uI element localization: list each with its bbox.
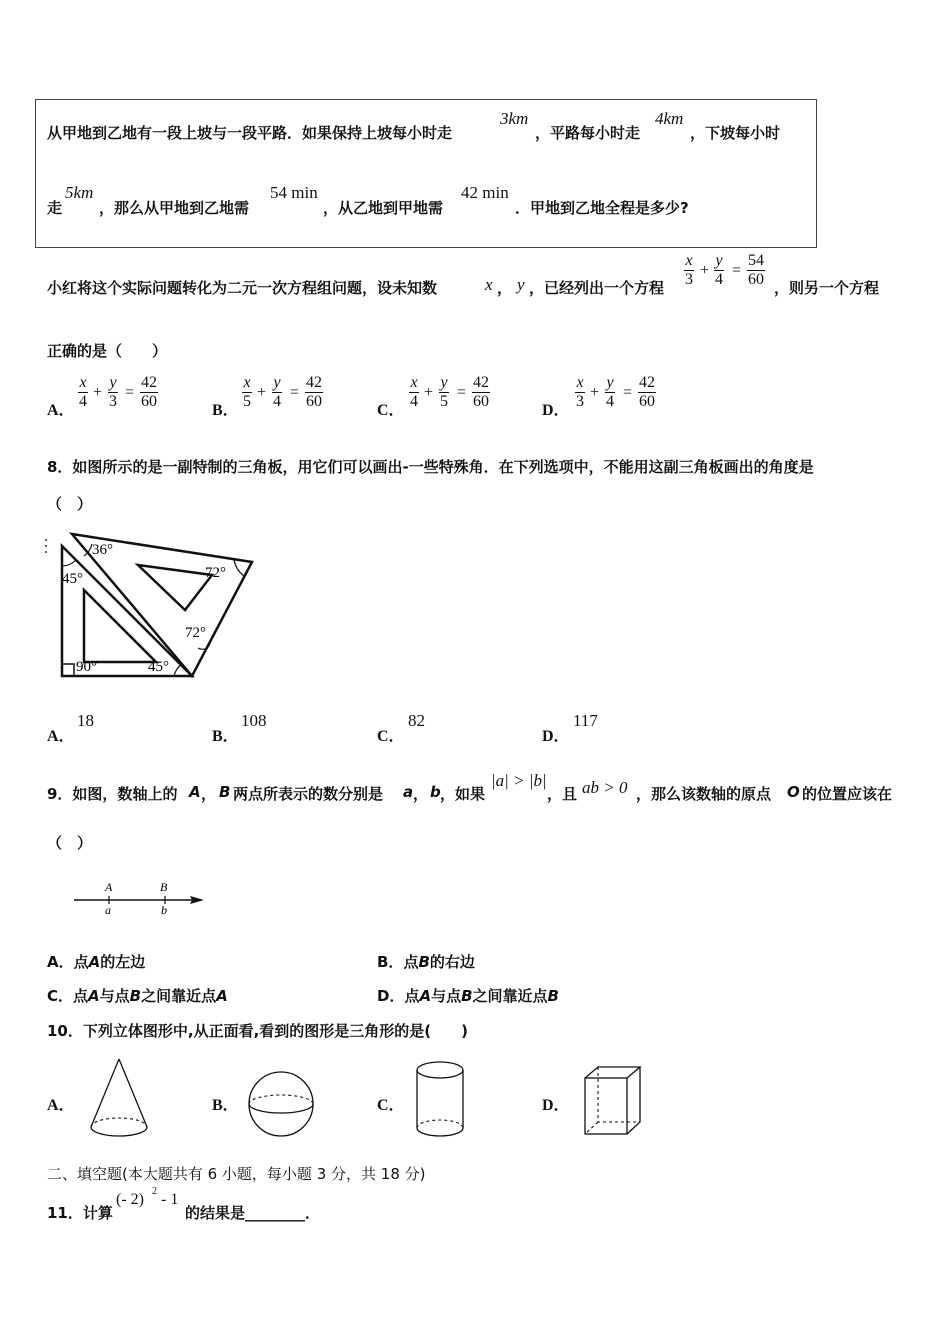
option-point: A [88, 953, 101, 971]
option-label: B． [377, 953, 404, 971]
denominator: 3 [576, 393, 584, 410]
text: 从甲地到乙地有一段上坡与一段平路．如果保持上坡每小时走 [47, 124, 453, 142]
denominator: 5 [440, 393, 448, 410]
q9-line1-part1: 9．如图，数轴上的 [47, 785, 178, 803]
numerator: x [576, 374, 584, 391]
option-text: 的左边 [100, 953, 146, 971]
q8-line2: （ ） [47, 495, 93, 513]
given-eq-frac2 [714, 252, 724, 289]
plus-sign: + [257, 384, 267, 401]
time-ab: 54 min [270, 183, 318, 202]
option-label: A． [47, 728, 75, 745]
option-label: C． [377, 1097, 405, 1114]
frac [409, 374, 419, 411]
plus-sign: + [93, 384, 103, 401]
denominator: 4 [606, 393, 614, 410]
option-label: D． [542, 402, 570, 419]
numerator: x [79, 374, 87, 391]
box-line1-part3: ，下坡每小时 [690, 124, 781, 142]
option-point: A [88, 987, 100, 1005]
plus-sign: + [424, 384, 434, 401]
q9-option-a[interactable] [47, 951, 145, 972]
frac [108, 374, 118, 411]
option-text: 之间靠近点 [472, 987, 548, 1005]
right-angle-mark [62, 664, 74, 676]
sphere-shape [245, 1068, 320, 1143]
numerator: y [440, 374, 448, 391]
denominator: 3 [109, 393, 117, 410]
option-label: B． [212, 402, 239, 419]
box-line2-part3: ，从乙地到甲地需 [323, 199, 444, 217]
q9-option-d[interactable] [377, 985, 559, 1006]
speed-downhill: 5km [65, 183, 94, 202]
denominator: 60 [306, 393, 322, 410]
denominator: 60 [639, 393, 655, 410]
frac [78, 374, 88, 411]
angle-label-90: 90° [76, 659, 97, 675]
equals-sign: = [623, 384, 633, 401]
speed-flat: 4km [655, 109, 684, 128]
denominator: 60 [473, 393, 489, 410]
q9-comma: ， [201, 785, 217, 803]
given-eq-frac3 [747, 252, 765, 289]
cone-shape [85, 1055, 155, 1140]
q11-base: (- 2) [116, 1191, 144, 1208]
option-label: B． [212, 1097, 239, 1114]
numerator: 42 [473, 374, 489, 391]
frac [305, 374, 323, 411]
numerator: y [109, 374, 117, 391]
q10-line1: 10．下列立体图形中,从正面看,看到的图形是三角形的是( ) [47, 1022, 468, 1040]
option-point: B [461, 987, 473, 1005]
origin-o: O [787, 783, 800, 801]
denominator: 60 [141, 393, 157, 410]
q11-part2[interactable]: 的结果是________． [185, 1204, 321, 1222]
numerator: x [243, 374, 251, 391]
plus-sign: + [590, 384, 600, 401]
frac [272, 374, 282, 411]
denominator: 4 [715, 271, 723, 288]
q9-line1-part2: 两点所表示的数分别是 [233, 785, 384, 803]
option-value: 18 [77, 711, 94, 730]
label-b: b [161, 903, 167, 917]
option-value: 108 [241, 711, 267, 730]
q11-exponent: 2 [152, 1186, 157, 1197]
label-B: B [160, 880, 168, 894]
q9-line1-part6: 的位置应该在 [802, 785, 893, 803]
plus-sign: + [700, 262, 710, 279]
denominator: 60 [748, 271, 764, 288]
q9-option-c[interactable] [47, 985, 228, 1006]
denominator: 4 [273, 393, 281, 410]
denominator: 4 [79, 393, 87, 410]
q9-line1-part3: ，如果 [440, 785, 486, 803]
q9-line2: （ ） [47, 834, 93, 852]
angle-label-36: 36° [92, 542, 113, 558]
numerator: x [410, 374, 418, 391]
numerator: 42 [306, 374, 322, 391]
box-line2-part2: ，那么从甲地到乙地需 [99, 199, 250, 217]
frac [242, 374, 252, 411]
number-line [70, 876, 220, 926]
numerator: y [715, 252, 723, 269]
right-isosceles-inner [84, 590, 156, 662]
cuboid-shape [582, 1064, 652, 1144]
box-line1 [47, 122, 452, 143]
point-b-name: B [219, 783, 231, 801]
label-a: a [105, 903, 111, 917]
option-label: C． [377, 402, 405, 419]
q7-line3-sep: ， [497, 279, 513, 297]
frac [575, 374, 585, 411]
q11-part1: 11．计算 [47, 1204, 113, 1222]
var-x: x [485, 275, 493, 294]
angle-label-72-top: 72° [205, 565, 226, 581]
angle-label-45-top: 45° [62, 571, 83, 587]
numerator: 42 [639, 374, 655, 391]
var-y: y [517, 275, 525, 294]
option-text: 点 [73, 987, 89, 1005]
q9-line1-part4: ，且 [547, 785, 578, 803]
denominator: 4 [410, 393, 418, 410]
time-ba: 42 min [461, 183, 509, 202]
option-label: A． [47, 953, 74, 971]
q7-line4: 正确的是（ ） [47, 342, 168, 360]
option-label: B． [212, 728, 239, 745]
option-point: A [419, 987, 432, 1005]
numerator: x [685, 252, 693, 269]
option-point: B [418, 953, 430, 971]
condition-product: ab > 0 [582, 778, 628, 797]
option-label: A． [47, 1097, 75, 1114]
q9-line1-part5: ，那么该数轴的原点 [636, 785, 772, 803]
frac [439, 374, 449, 411]
box-line2-part1: 走 [47, 199, 63, 217]
frac [472, 374, 490, 411]
value-b: b [430, 783, 441, 801]
option-value: 82 [408, 711, 425, 730]
speed-uphill: 3km [500, 109, 529, 128]
option-label: A． [47, 402, 75, 419]
condition-abs: |a| > |b| [491, 771, 547, 790]
equals-sign: = [457, 384, 467, 401]
option-label: D． [542, 1097, 570, 1114]
frac [605, 374, 615, 411]
equals-sign: = [290, 384, 300, 401]
denominator: 5 [243, 393, 251, 410]
option-text: 点 [73, 953, 89, 971]
option-label: C． [47, 987, 74, 1005]
angle-arc [62, 560, 76, 566]
angle-label-72-bottom: 72° [185, 625, 206, 641]
option-text: 点 [404, 987, 420, 1005]
q7-line3-part1: 小红将这个实际问题转化为二元一次方程组问题，设未知数 [47, 279, 438, 297]
equals-sign: = [125, 384, 135, 401]
cylinder-shape [413, 1058, 473, 1143]
set-squares-figure [40, 530, 260, 690]
option-label: C． [377, 728, 405, 745]
option-text: 与点 [431, 987, 462, 1005]
option-point: B [129, 987, 142, 1005]
angle-label-45-bottom: 45° [148, 659, 169, 675]
denominator: 3 [685, 271, 693, 288]
label-A: A [105, 880, 113, 894]
golden-triangle-inner [138, 565, 212, 610]
option-text: 之间靠近点 [141, 987, 217, 1005]
q8-line1: 8．如图所示的是一副特制的三角板，用它们可以画出-一些特殊角．在下列选项中，不能用这副三角板画出的角度是 [47, 458, 814, 476]
option-label: D． [542, 728, 570, 745]
option-point: A [216, 987, 228, 1005]
numerator: 54 [748, 252, 764, 269]
option-text: 点 [403, 953, 419, 971]
edge-dots [45, 539, 47, 553]
option-text: 与点 [99, 987, 130, 1005]
frac [638, 374, 656, 411]
numerator: y [273, 374, 281, 391]
q11-rest: - 1 [161, 1191, 179, 1208]
equals-sign: = [732, 262, 742, 279]
frac [140, 374, 158, 411]
angle-arc [234, 560, 244, 576]
q7-line3-part3: ，则另一个方程 [774, 279, 880, 297]
option-value: 117 [573, 711, 598, 730]
axis-arrow [190, 896, 204, 904]
point-a-name: A [189, 783, 201, 801]
numerator: y [606, 374, 614, 391]
option-label: D． [377, 987, 405, 1005]
right-isosceles-triangle [62, 546, 192, 676]
q9-comma2: ， [413, 785, 429, 803]
option-point: B [547, 987, 559, 1005]
option-text: 的右边 [429, 953, 475, 971]
section-heading: 二、填空题(本大题共有 6 小题，每小题 3 分，共 18 分) [47, 1165, 426, 1183]
given-eq-frac1 [684, 252, 694, 289]
value-a: a [403, 783, 414, 801]
box-line1-part2: ，平路每小时走 [535, 124, 641, 142]
q9-option-b[interactable] [377, 951, 475, 972]
numerator: 42 [141, 374, 157, 391]
q7-line3-part2: ，已经列出一个方程 [529, 279, 665, 297]
box-line2-part4: ．甲地到乙地全程是多少? [515, 199, 689, 217]
